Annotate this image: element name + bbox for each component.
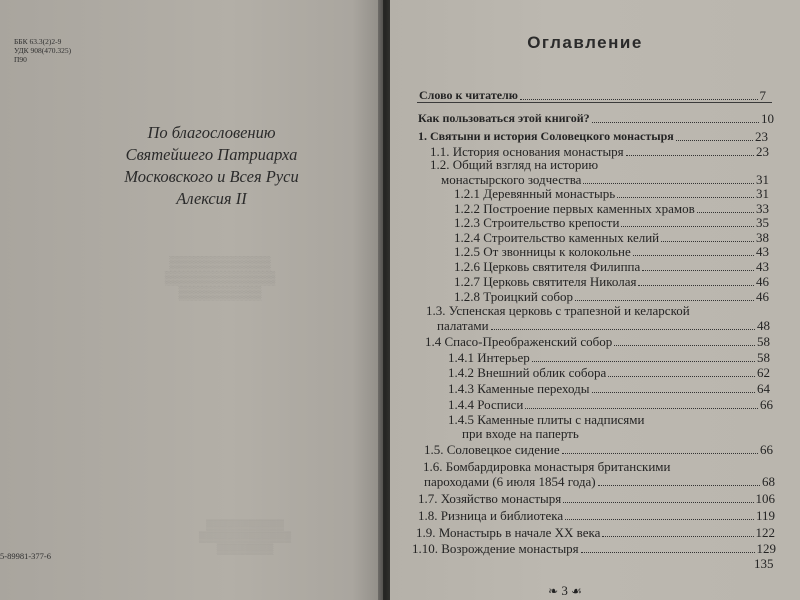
ornament-left-icon: ❧ [548,584,559,598]
toc-page-number: 68 [762,474,775,489]
bbk-code: ББК 63.3(2)2-9 [14,37,62,46]
toc-page-number: 66 [760,442,773,457]
toc-entry: 1.7. Хозяйство монастыря 106 [418,491,775,506]
toc-entry: Как пользоваться этой книгой? 10 [418,111,774,126]
isbn: 5-89981-377-6 [0,551,51,561]
toc-entry: 1.2.1 Деревянный монастырь 31 [454,186,769,201]
blessing-line: По благословению [147,123,276,142]
toc-page-number: 106 [755,491,775,506]
toc-entry: 1.2.4 Строительство каменных келий 38 [454,230,769,245]
toc-page-number: 62 [757,365,770,380]
toc-entry: 1.2.8 Троицкий собор 46 [454,289,769,304]
toc-entry: 1.2.7 Церковь святителя Николая 46 [454,274,769,289]
toc-page-number: 38 [756,230,769,245]
toc-entry: 1.2.6 Церковь святителя Филиппа 43 [454,259,769,274]
toc-page-number: 58 [757,350,770,365]
bleed-through-text: ▒▒▒▒▒▒▒▒▒▒▒ ▒▒▒▒▒▒▒▒▒▒▒▒▒ ▒▒▒▒▒▒▒▒ [198,520,292,555]
toc-entry-first-line: 1.6. Бомбардировка монастыря британскими [423,459,671,474]
toc-entry: 1.2.3 Строительство крепости 35 [454,215,769,230]
toc-page-number: 48 [757,318,770,333]
toc-entry: 1.4 Спасо-Преображенский собор 58 [425,334,770,349]
toc-page-number: 58 [757,334,770,349]
toc-page-number: 31 [756,186,769,201]
toc-entry: 1.8. Ризница и библиотека 119 [418,508,775,523]
toc-page-number: 119 [755,508,775,523]
toc-page-number: 43 [756,244,769,259]
toc-entry: палатами 48 [437,318,770,333]
toc-page-number: 23 [756,144,769,159]
toc-entry: монастырского зодчества 31 [441,172,769,187]
toc-entry: при входе на паперть [462,426,579,441]
toc-page-number: 10 [761,111,774,126]
toc-entry: 1.4.3 Каменные переходы 64 [448,381,770,396]
page-number: ❧ 3 ☙ [548,583,582,598]
blessing-line: Святейшего Патриарха [125,145,298,164]
toc-entry: 1.4.1 Интерьер 58 [448,350,770,365]
toc-page-number: 64 [757,381,770,396]
blessing-line: Алексия II [176,189,247,208]
toc-entry-first-line: 1.2. Общий взгляд на историю [430,157,599,172]
toc-entry: Слово к читателю 7 [419,88,766,103]
toc-entry: 1.10. Возрождение монастыря 129 [412,541,776,556]
toc-entry-first-line: 1.4.5 Каменные плиты с надписями [448,412,645,427]
toc-page-number: 35 [756,215,769,230]
toc-page-number: 122 [755,525,775,540]
toc-entry-first-line: 1.3. Успенская церковь с трапезной и келарской [426,303,690,318]
toc-entry: 1.5. Соловецкое сидение 66 [424,442,773,457]
toc-entry: 1.9. Монастырь в начале XX века 122 [416,525,775,540]
author-mark: П90 [14,55,27,64]
toc-entry: 1.4.2 Внешний облик собора 62 [448,365,770,380]
toc-entry: 1.4.4 Росписи 66 [448,397,773,412]
blessing-line: Московского и Всея Руси [124,167,299,186]
ornament-right-icon: ☙ [571,584,582,598]
toc-page-number: 66 [760,397,773,412]
toc-entry: 1. Святыни и история Соловецкого монастыря 23 [418,129,768,144]
toc-entry: 1.2.2 Построение первых каменных храмов 33 [454,201,769,216]
toc-page-number: 31 [756,172,769,187]
bleed-through-text: ▒▒▒▒▒▒▒▒▒▒▒ ▒▒▒▒▒▒▒▒▒▒▒▒ ▒▒▒▒▒▒▒▒▒ [164,255,276,300]
toc-page-number: 46 [756,289,769,304]
toc-trailing-page-number: 135 [754,556,774,571]
udk-code: УДК 908(470.325) [14,46,72,55]
toc-entry: пароходами (6 июля 1854 года) 68 [424,474,775,489]
toc-entry: 1.1. История основания монастыря 23 [430,144,769,159]
toc-page-number: 23 [755,129,768,144]
toc-page-number: 7 [759,88,766,103]
toc-page-number: 129 [756,541,776,556]
toc-page-number: 46 [756,274,769,289]
toc-page-number: 43 [756,259,769,274]
toc-entry: 1.2.5 От звонницы к колокольне 43 [454,244,769,259]
toc-page-number: 33 [756,201,769,216]
toc-title: Оглавление [527,33,643,52]
